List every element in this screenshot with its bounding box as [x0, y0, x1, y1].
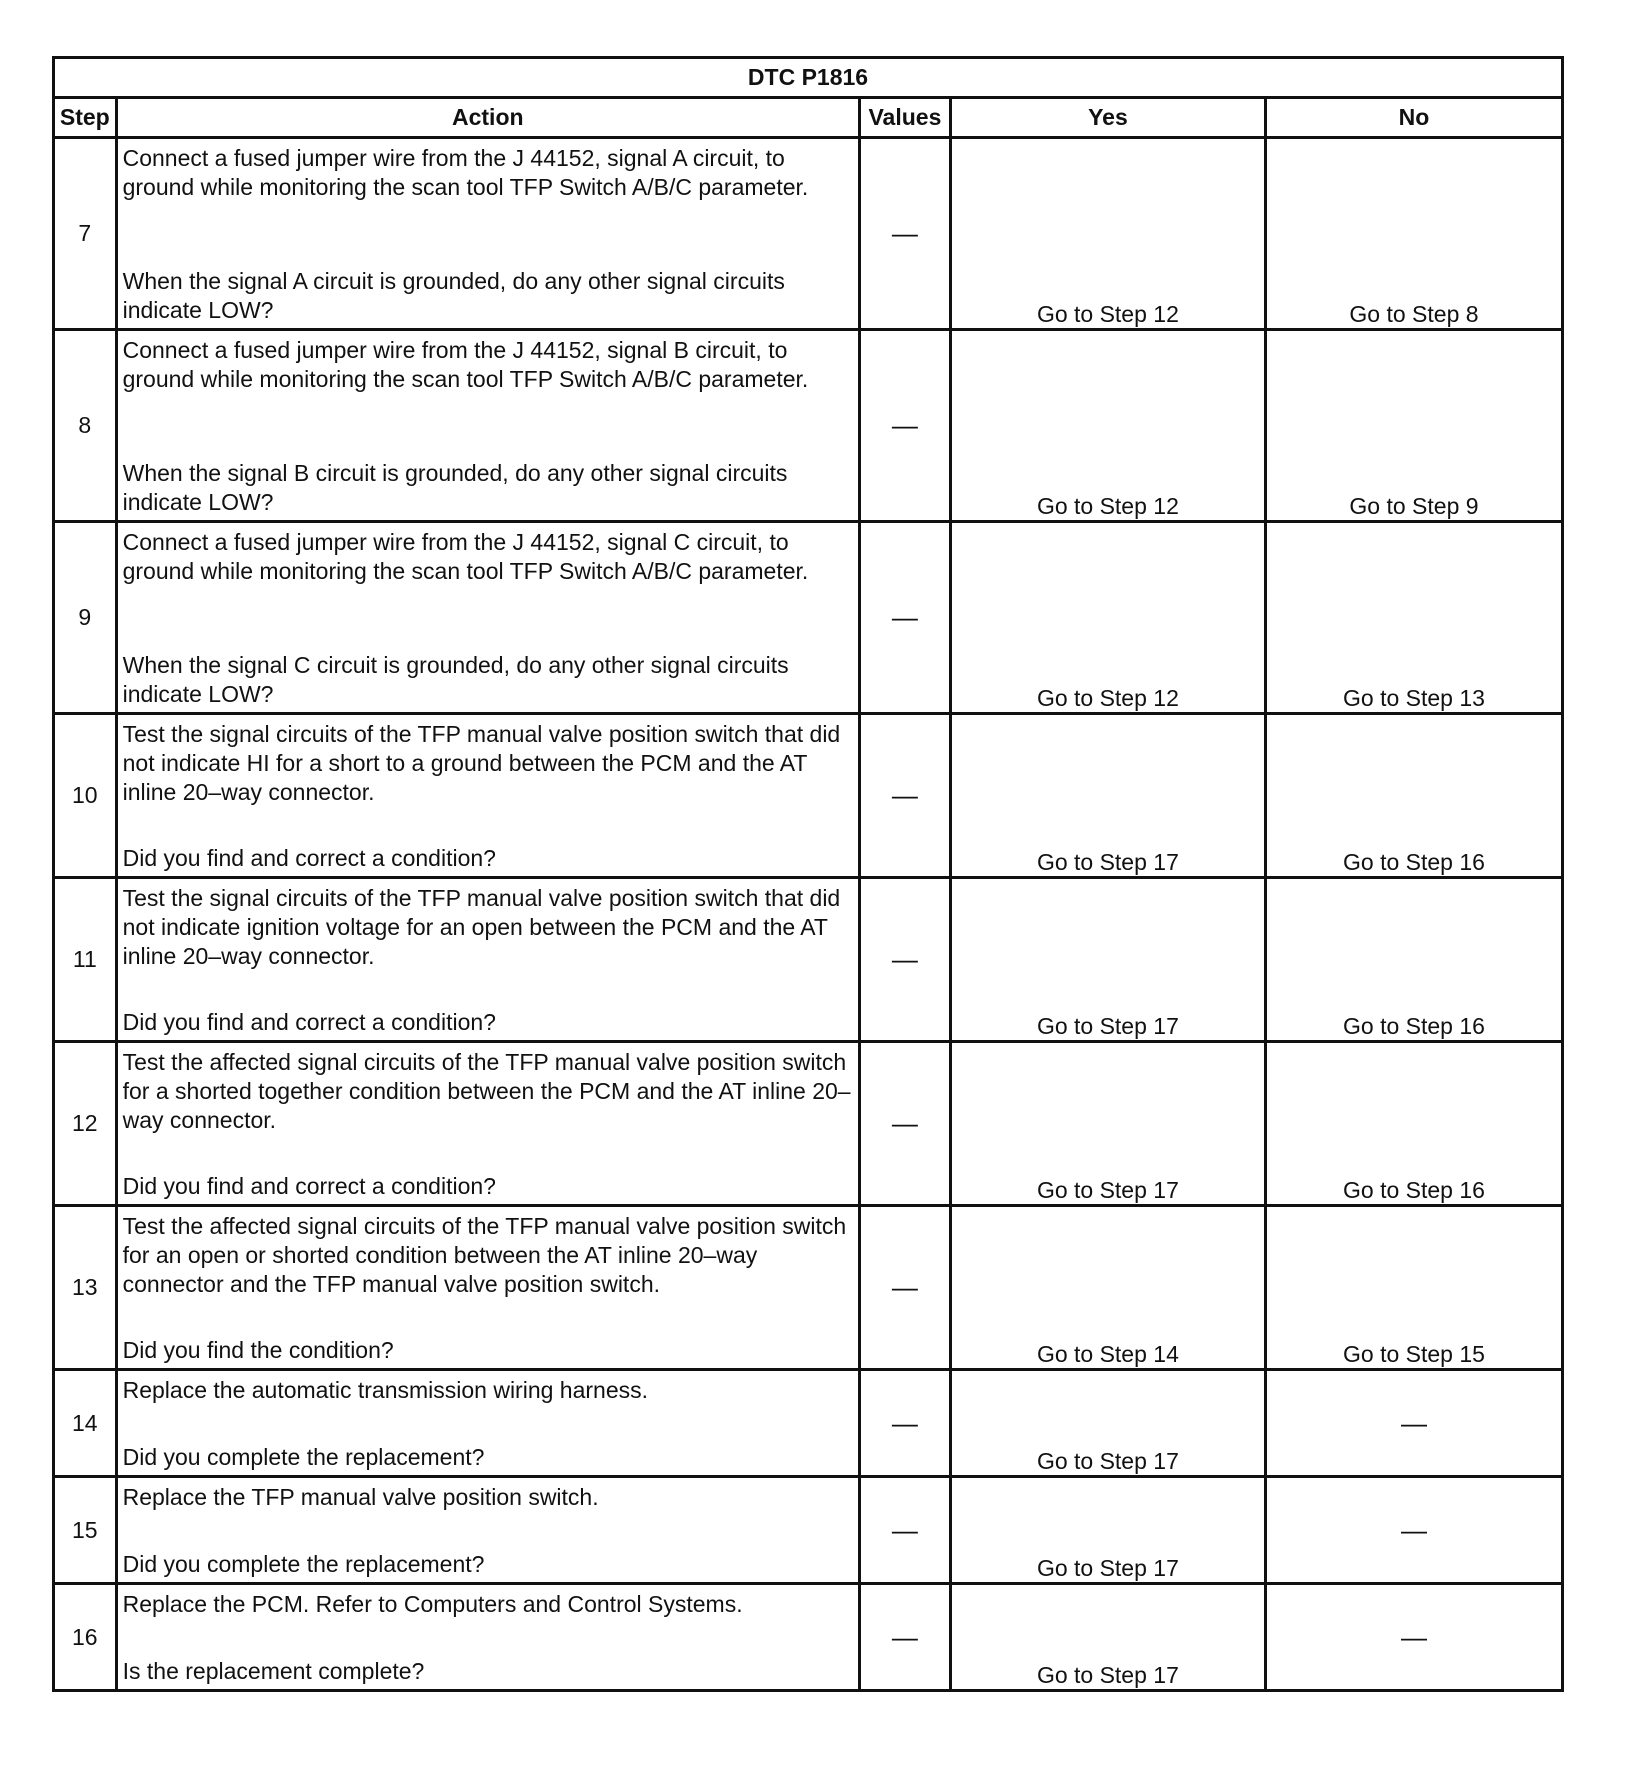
table-row: [54, 714, 1563, 878]
action-cell: [116, 138, 859, 330]
action-question: Did you complete the replacement?: [122, 1551, 485, 1577]
yes-cell: Go to Step 17: [950, 1370, 1265, 1477]
no-cell: —: [1265, 1584, 1562, 1691]
step-number: 8: [54, 330, 117, 522]
table-row: [54, 330, 1563, 522]
action-cell: [116, 714, 859, 878]
action-cell: [116, 1584, 859, 1691]
yes-cell: Go to Step 17: [950, 714, 1265, 878]
action-question: Did you find and correct a condition?: [122, 845, 496, 871]
action-cell: [116, 1042, 859, 1206]
no-cell: Go to Step 16: [1265, 714, 1562, 878]
step-number: 16: [54, 1584, 117, 1691]
no-cell: Go to Step 9: [1265, 330, 1562, 522]
values-cell: —: [859, 1206, 950, 1370]
table-row: [54, 1206, 1563, 1370]
step-number: 11: [54, 878, 117, 1042]
yes-cell: Go to Step 17: [950, 1584, 1265, 1691]
step-number: 12: [54, 1042, 117, 1206]
yes-cell: Go to Step 12: [950, 138, 1265, 330]
action-cell: [116, 1477, 859, 1584]
header-values: Values: [859, 98, 950, 138]
table-row: [54, 1477, 1563, 1584]
action-instruction: Connect a fused jumper wire from the J 44152, signal B circuit, to ground while monitoring the scan tool TFP Switch A/B/C parameter.: [122, 337, 809, 392]
step-number: 15: [54, 1477, 117, 1584]
table-row: [54, 522, 1563, 714]
action-question: When the signal A circuit is grounded, do any other signal circuits indicate LOW?: [122, 268, 785, 323]
no-cell: Go to Step 15: [1265, 1206, 1562, 1370]
table-row: [54, 1370, 1563, 1477]
no-cell: Go to Step 8: [1265, 138, 1562, 330]
action-question: Did you find and correct a condition?: [122, 1009, 496, 1035]
values-cell: —: [859, 1370, 950, 1477]
no-cell: Go to Step 16: [1265, 1042, 1562, 1206]
action-instruction: Test the signal circuits of the TFP manual valve position switch that did not indicate HI for a short to a ground between the PCM and the AT inline 20–way connector.: [122, 721, 841, 805]
values-cell: —: [859, 1042, 950, 1206]
action-instruction: Replace the PCM. Refer to Computers and Control Systems.: [122, 1591, 743, 1617]
yes-cell: Go to Step 12: [950, 330, 1265, 522]
action-instruction: Test the affected signal circuits of the TFP manual valve position switch for an open or shorted condition between the AT inline 20–way connector and the TFP manual valve position switch.: [122, 1213, 847, 1297]
header-row: [54, 98, 1563, 138]
table-row: [54, 1042, 1563, 1206]
values-cell: —: [859, 138, 950, 330]
dtc-table: [52, 56, 1564, 1692]
step-number: 10: [54, 714, 117, 878]
table-row: [54, 1584, 1563, 1691]
action-cell: [116, 1206, 859, 1370]
action-question: When the signal B circuit is grounded, do any other signal circuits indicate LOW?: [122, 460, 788, 515]
action-question: Did you find the condition?: [122, 1337, 394, 1363]
no-cell: Go to Step 13: [1265, 522, 1562, 714]
table-title: DTC P1816: [54, 58, 1563, 98]
action-question: Did you find and correct a condition?: [122, 1173, 496, 1199]
yes-cell: Go to Step 17: [950, 1477, 1265, 1584]
action-cell: [116, 330, 859, 522]
values-cell: —: [859, 1584, 950, 1691]
values-cell: —: [859, 330, 950, 522]
header-step: Step: [54, 98, 117, 138]
step-number: 14: [54, 1370, 117, 1477]
step-number: 13: [54, 1206, 117, 1370]
header-no: No: [1265, 98, 1562, 138]
table-row: [54, 878, 1563, 1042]
no-cell: —: [1265, 1477, 1562, 1584]
action-instruction: Connect a fused jumper wire from the J 44152, signal A circuit, to ground while monitoring the scan tool TFP Switch A/B/C parameter.: [122, 145, 809, 200]
step-number: 7: [54, 138, 117, 330]
yes-cell: Go to Step 17: [950, 1042, 1265, 1206]
action-cell: [116, 522, 859, 714]
yes-cell: Go to Step 17: [950, 878, 1265, 1042]
no-cell: —: [1265, 1370, 1562, 1477]
action-instruction: Replace the automatic transmission wiring harness.: [122, 1377, 649, 1403]
action-instruction: Test the affected signal circuits of the TFP manual valve position switch for a shorted together condition between the PCM and the AT inline 20–way connector.: [122, 1049, 851, 1133]
yes-cell: Go to Step 12: [950, 522, 1265, 714]
values-cell: —: [859, 714, 950, 878]
values-cell: —: [859, 878, 950, 1042]
action-cell: [116, 878, 859, 1042]
yes-cell: Go to Step 14: [950, 1206, 1265, 1370]
action-instruction: Connect a fused jumper wire from the J 44152, signal C circuit, to ground while monitoring the scan tool TFP Switch A/B/C parameter.: [122, 529, 809, 584]
no-cell: Go to Step 16: [1265, 878, 1562, 1042]
header-action: Action: [116, 98, 859, 138]
step-number: 9: [54, 522, 117, 714]
table-row: [54, 138, 1563, 330]
action-question: Is the replacement complete?: [122, 1658, 425, 1684]
action-question: When the signal C circuit is grounded, do any other signal circuits indicate LOW?: [122, 652, 789, 707]
header-yes: Yes: [950, 98, 1265, 138]
action-question: Did you complete the replacement?: [122, 1444, 485, 1470]
action-instruction: Replace the TFP manual valve position switch.: [122, 1484, 599, 1510]
action-instruction: Test the signal circuits of the TFP manual valve position switch that did not indicate ignition voltage for an open between the PCM and the AT inline 20–way connector.: [122, 885, 841, 969]
values-cell: —: [859, 522, 950, 714]
values-cell: —: [859, 1477, 950, 1584]
action-cell: [116, 1370, 859, 1477]
